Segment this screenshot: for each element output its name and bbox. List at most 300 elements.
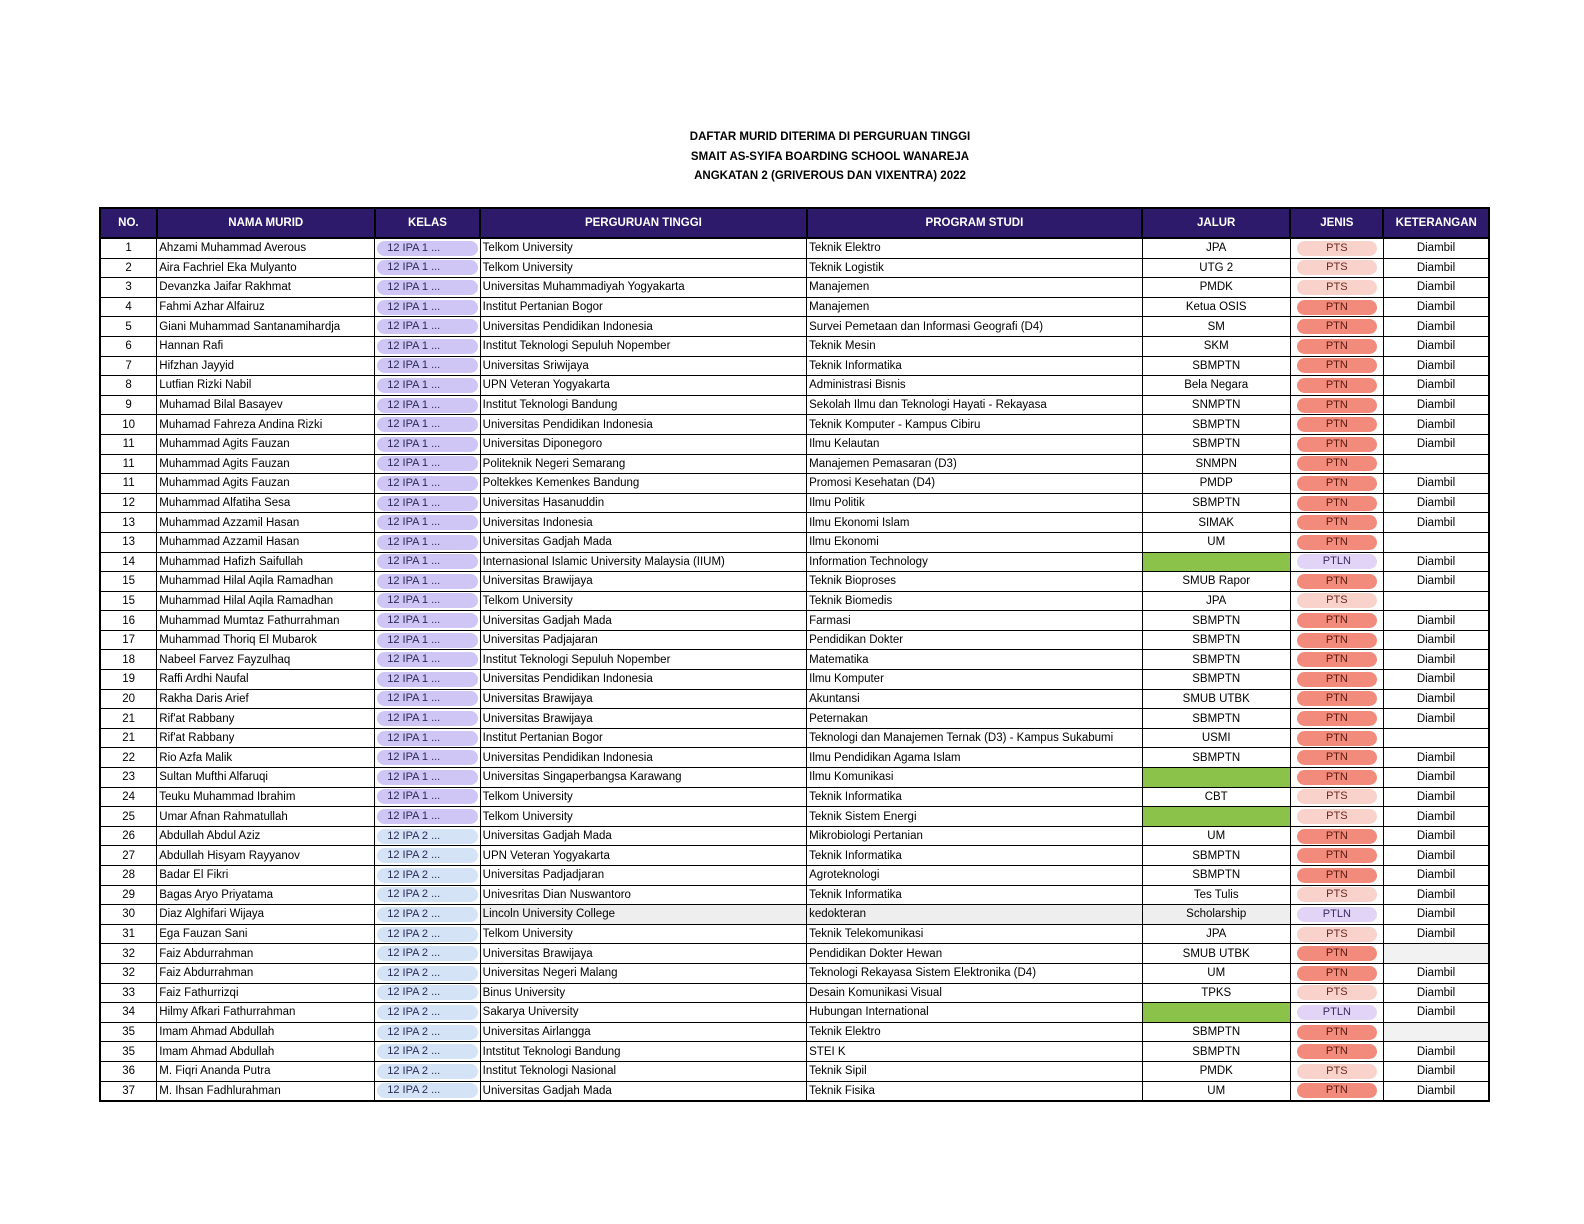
- cell-jenis[interactable]: [1290, 591, 1383, 611]
- cell-pt[interactable]: Telkom University: [480, 258, 806, 278]
- cell-prodi[interactable]: STEI K: [807, 1042, 1143, 1062]
- cell-nama[interactable]: Muhammad Agits Fauzan: [157, 454, 375, 474]
- cell-no[interactable]: 4: [100, 297, 157, 317]
- cell-ket[interactable]: Diambil: [1383, 963, 1489, 983]
- cell-prodi[interactable]: Ilmu Ekonomi: [807, 532, 1143, 552]
- cell-prodi[interactable]: Ilmu Komputer: [807, 670, 1143, 690]
- kelas-chip[interactable]: 12 IPA 1 ...: [377, 339, 477, 354]
- cell-jalur[interactable]: UM: [1142, 826, 1290, 846]
- cell-jalur[interactable]: SIMAK: [1142, 513, 1290, 533]
- cell-prodi[interactable]: Teknik Sistem Energi: [807, 807, 1143, 827]
- cell-kelas[interactable]: [375, 630, 480, 650]
- cell-ket[interactable]: Diambil: [1383, 670, 1489, 690]
- cell-kelas[interactable]: [375, 983, 480, 1003]
- jenis-chip[interactable]: PTN: [1297, 535, 1377, 550]
- jenis-chip[interactable]: PTN: [1297, 1025, 1377, 1040]
- cell-jenis[interactable]: [1290, 532, 1383, 552]
- cell-ket[interactable]: Diambil: [1383, 238, 1489, 258]
- header-nama[interactable]: NAMA MURID: [157, 208, 375, 238]
- cell-kelas[interactable]: [375, 552, 480, 572]
- cell-prodi[interactable]: Peternakan: [807, 709, 1143, 729]
- cell-kelas[interactable]: [375, 415, 480, 435]
- kelas-chip[interactable]: 12 IPA 1 ...: [377, 398, 477, 413]
- cell-nama[interactable]: Rakha Daris Arief: [157, 689, 375, 709]
- cell-ket[interactable]: Diambil: [1383, 513, 1489, 533]
- cell-ket[interactable]: Diambil: [1383, 395, 1489, 415]
- header-ket[interactable]: KETERANGAN: [1383, 208, 1489, 238]
- cell-kelas[interactable]: [375, 807, 480, 827]
- cell-jenis[interactable]: [1290, 454, 1383, 474]
- cell-nama[interactable]: Muhammad Hafizh Saifullah: [157, 552, 375, 572]
- cell-no[interactable]: 6: [100, 336, 157, 356]
- cell-pt[interactable]: Intstitut Teknologi Bandung: [480, 1042, 806, 1062]
- jenis-chip[interactable]: PTS: [1297, 985, 1377, 1000]
- cell-ket[interactable]: Diambil: [1383, 317, 1489, 337]
- cell-no[interactable]: 7: [100, 356, 157, 376]
- cell-pt[interactable]: Universitas Negeri Malang: [480, 963, 806, 983]
- cell-pt[interactable]: Internasional Islamic University Malaysia (IIUM): [480, 552, 806, 572]
- kelas-chip[interactable]: 12 IPA 2 ...: [377, 1064, 477, 1079]
- jenis-chip[interactable]: PTN: [1297, 691, 1377, 706]
- cell-kelas[interactable]: [375, 1042, 480, 1062]
- cell-no[interactable]: 22: [100, 748, 157, 768]
- cell-no[interactable]: 17: [100, 630, 157, 650]
- jenis-chip[interactable]: PTN: [1297, 731, 1377, 746]
- jenis-chip[interactable]: PTN: [1297, 1083, 1377, 1098]
- cell-pt[interactable]: Institut Teknologi Sepuluh Nopember: [480, 336, 806, 356]
- jenis-chip[interactable]: PTN: [1297, 946, 1377, 961]
- jenis-chip[interactable]: PTLN: [1297, 554, 1377, 569]
- cell-nama[interactable]: Rif'at Rabbany: [157, 728, 375, 748]
- cell-no[interactable]: 24: [100, 787, 157, 807]
- cell-pt[interactable]: Universitas Singaperbangsa Karawang: [480, 768, 806, 788]
- cell-pt[interactable]: Telkom University: [480, 238, 806, 258]
- cell-jenis[interactable]: [1290, 689, 1383, 709]
- cell-nama[interactable]: Teuku Muhammad Ibrahim: [157, 787, 375, 807]
- cell-ket[interactable]: Diambil: [1383, 376, 1489, 396]
- cell-prodi[interactable]: Teknik Fisika: [807, 1081, 1143, 1101]
- cell-prodi[interactable]: Teknik Bioproses: [807, 572, 1143, 592]
- cell-nama[interactable]: Abdullah Abdul Aziz: [157, 826, 375, 846]
- cell-no[interactable]: 21: [100, 709, 157, 729]
- cell-nama[interactable]: Devanzka Jaifar Rakhmat: [157, 278, 375, 298]
- cell-ket[interactable]: Diambil: [1383, 336, 1489, 356]
- cell-jenis[interactable]: [1290, 317, 1383, 337]
- cell-ket[interactable]: Diambil: [1383, 866, 1489, 886]
- cell-jalur[interactable]: SBMPTN: [1142, 415, 1290, 435]
- cell-kelas[interactable]: [375, 474, 480, 494]
- cell-jenis[interactable]: [1290, 238, 1383, 258]
- cell-pt[interactable]: Institut Teknologi Sepuluh Nopember: [480, 650, 806, 670]
- cell-jenis[interactable]: [1290, 278, 1383, 298]
- cell-jalur[interactable]: SBMPTN: [1142, 670, 1290, 690]
- jenis-chip[interactable]: PTS: [1297, 593, 1377, 608]
- cell-kelas[interactable]: [375, 709, 480, 729]
- cell-prodi[interactable]: Teknologi dan Manajemen Ternak (D3) - Kampus Sukabumi: [807, 728, 1143, 748]
- cell-prodi[interactable]: Manajemen: [807, 297, 1143, 317]
- cell-kelas[interactable]: [375, 532, 480, 552]
- cell-ket[interactable]: [1383, 532, 1489, 552]
- cell-jenis[interactable]: [1290, 905, 1383, 925]
- cell-no[interactable]: 9: [100, 395, 157, 415]
- cell-jenis[interactable]: [1290, 1081, 1383, 1101]
- cell-pt[interactable]: Universitas Muhammadiyah Yogyakarta: [480, 278, 806, 298]
- kelas-chip[interactable]: 12 IPA 1 ...: [377, 378, 477, 393]
- cell-pt[interactable]: Telkom University: [480, 807, 806, 827]
- kelas-chip[interactable]: 12 IPA 2 ...: [377, 946, 477, 961]
- kelas-chip[interactable]: 12 IPA 1 ...: [377, 515, 477, 530]
- header-pt[interactable]: PERGURUAN TINGGI: [480, 208, 806, 238]
- jenis-chip[interactable]: PTN: [1297, 613, 1377, 628]
- cell-prodi[interactable]: Ilmu Komunikasi: [807, 768, 1143, 788]
- cell-nama[interactable]: Hilmy Afkari Fathurrahman: [157, 1003, 375, 1023]
- kelas-chip[interactable]: 12 IPA 2 ...: [377, 966, 477, 981]
- jenis-chip[interactable]: PTN: [1297, 358, 1377, 373]
- cell-kelas[interactable]: [375, 297, 480, 317]
- cell-pt[interactable]: Universitas Pendidikan Indonesia: [480, 748, 806, 768]
- cell-jenis[interactable]: [1290, 415, 1383, 435]
- kelas-chip[interactable]: 12 IPA 1 ...: [377, 593, 477, 608]
- cell-prodi[interactable]: Teknik Informatika: [807, 356, 1143, 376]
- cell-jalur[interactable]: UTG 2: [1142, 258, 1290, 278]
- cell-no[interactable]: 21: [100, 728, 157, 748]
- cell-ket[interactable]: Diambil: [1383, 297, 1489, 317]
- cell-ket[interactable]: Diambil: [1383, 709, 1489, 729]
- cell-jenis[interactable]: [1290, 336, 1383, 356]
- cell-kelas[interactable]: [375, 650, 480, 670]
- header-jalur[interactable]: JALUR: [1142, 208, 1290, 238]
- cell-prodi[interactable]: Teknik Informatika: [807, 787, 1143, 807]
- cell-kelas[interactable]: [375, 885, 480, 905]
- cell-pt[interactable]: Universitas Sriwijaya: [480, 356, 806, 376]
- kelas-chip[interactable]: 12 IPA 1 ...: [377, 476, 477, 491]
- cell-jalur[interactable]: JPA: [1142, 591, 1290, 611]
- cell-jalur[interactable]: PMDP: [1142, 474, 1290, 494]
- cell-jalur[interactable]: SBMPTN: [1142, 846, 1290, 866]
- cell-jalur[interactable]: SBMPTN: [1142, 356, 1290, 376]
- cell-prodi[interactable]: Teknik Logistik: [807, 258, 1143, 278]
- kelas-chip[interactable]: 12 IPA 2 ...: [377, 1083, 477, 1098]
- cell-kelas[interactable]: [375, 336, 480, 356]
- cell-no[interactable]: 11: [100, 434, 157, 454]
- cell-ket[interactable]: Diambil: [1383, 689, 1489, 709]
- cell-pt[interactable]: Universitas Brawijaya: [480, 572, 806, 592]
- kelas-chip[interactable]: 12 IPA 1 ...: [377, 770, 477, 785]
- jenis-chip[interactable]: PTN: [1297, 1044, 1377, 1059]
- cell-prodi[interactable]: kedokteran: [807, 905, 1143, 925]
- cell-prodi[interactable]: Teknik Informatika: [807, 885, 1143, 905]
- cell-jenis[interactable]: [1290, 885, 1383, 905]
- kelas-chip[interactable]: 12 IPA 1 ...: [377, 535, 477, 550]
- cell-jenis[interactable]: [1290, 768, 1383, 788]
- cell-kelas[interactable]: [375, 826, 480, 846]
- cell-nama[interactable]: Raffi Ardhi Naufal: [157, 670, 375, 690]
- cell-kelas[interactable]: [375, 493, 480, 513]
- cell-jenis[interactable]: [1290, 552, 1383, 572]
- cell-pt[interactable]: UPN Veteran Yogyakarta: [480, 846, 806, 866]
- kelas-chip[interactable]: 12 IPA 1 ...: [377, 691, 477, 706]
- cell-pt[interactable]: Universitas Padjajaran: [480, 630, 806, 650]
- cell-pt[interactable]: Politeknik Negeri Semarang: [480, 454, 806, 474]
- cell-no[interactable]: 37: [100, 1081, 157, 1101]
- cell-kelas[interactable]: [375, 670, 480, 690]
- cell-nama[interactable]: Faiz Abdurrahman: [157, 963, 375, 983]
- kelas-chip[interactable]: 12 IPA 1 ...: [377, 241, 477, 256]
- kelas-chip[interactable]: 12 IPA 2 ...: [377, 907, 477, 922]
- kelas-chip[interactable]: 12 IPA 1 ...: [377, 731, 477, 746]
- cell-kelas[interactable]: [375, 434, 480, 454]
- cell-ket[interactable]: [1383, 454, 1489, 474]
- cell-pt[interactable]: Lincoln University College: [480, 905, 806, 925]
- cell-kelas[interactable]: [375, 258, 480, 278]
- cell-jalur[interactable]: SBMPTN: [1142, 650, 1290, 670]
- jenis-chip[interactable]: PTS: [1297, 241, 1377, 256]
- cell-no[interactable]: 1: [100, 238, 157, 258]
- cell-ket[interactable]: [1383, 1022, 1489, 1042]
- jenis-chip[interactable]: PTN: [1297, 966, 1377, 981]
- cell-jenis[interactable]: [1290, 650, 1383, 670]
- cell-jenis[interactable]: [1290, 728, 1383, 748]
- cell-ket[interactable]: [1383, 728, 1489, 748]
- cell-no[interactable]: 31: [100, 924, 157, 944]
- jenis-chip[interactable]: PTN: [1297, 829, 1377, 844]
- cell-no[interactable]: 36: [100, 1061, 157, 1081]
- cell-jenis[interactable]: [1290, 846, 1383, 866]
- cell-nama[interactable]: Imam Ahmad Abdullah: [157, 1042, 375, 1062]
- jenis-chip[interactable]: PTN: [1297, 417, 1377, 432]
- cell-ket[interactable]: Diambil: [1383, 474, 1489, 494]
- kelas-chip[interactable]: 12 IPA 1 ...: [377, 358, 477, 373]
- cell-jalur[interactable]: SBMPTN: [1142, 493, 1290, 513]
- header-no[interactable]: NO.: [100, 208, 157, 238]
- cell-no[interactable]: 23: [100, 768, 157, 788]
- cell-jalur[interactable]: SNMPTN: [1142, 395, 1290, 415]
- cell-pt[interactable]: Institut Teknologi Nasional: [480, 1061, 806, 1081]
- kelas-chip[interactable]: 12 IPA 1 ...: [377, 711, 477, 726]
- cell-pt[interactable]: Universitas Gadjah Mada: [480, 1081, 806, 1101]
- cell-pt[interactable]: Universitas Pendidikan Indonesia: [480, 415, 806, 435]
- cell-nama[interactable]: Imam Ahmad Abdullah: [157, 1022, 375, 1042]
- cell-jalur[interactable]: SMUB Rapor: [1142, 572, 1290, 592]
- cell-no[interactable]: 12: [100, 493, 157, 513]
- cell-ket[interactable]: [1383, 591, 1489, 611]
- cell-prodi[interactable]: Teknik Telekomunikasi: [807, 924, 1143, 944]
- cell-jenis[interactable]: [1290, 434, 1383, 454]
- cell-pt[interactable]: Universitas Pendidikan Indonesia: [480, 317, 806, 337]
- jenis-chip[interactable]: PTS: [1297, 280, 1377, 295]
- cell-prodi[interactable]: Teknik Elektro: [807, 238, 1143, 258]
- cell-ket[interactable]: Diambil: [1383, 924, 1489, 944]
- cell-prodi[interactable]: Sekolah Ilmu dan Teknologi Hayati - Rekayasa: [807, 395, 1143, 415]
- cell-kelas[interactable]: [375, 1003, 480, 1023]
- cell-prodi[interactable]: Pendidikan Dokter: [807, 630, 1143, 650]
- cell-nama[interactable]: Abdullah Hisyam Rayyanov: [157, 846, 375, 866]
- cell-ket[interactable]: Diambil: [1383, 787, 1489, 807]
- cell-kelas[interactable]: [375, 238, 480, 258]
- cell-jenis[interactable]: [1290, 376, 1383, 396]
- jenis-chip[interactable]: PTN: [1297, 711, 1377, 726]
- cell-pt[interactable]: Telkom University: [480, 787, 806, 807]
- cell-ket[interactable]: [1383, 944, 1489, 964]
- cell-pt[interactable]: Universitas Brawijaya: [480, 709, 806, 729]
- cell-jalur[interactable]: SBMPTN: [1142, 1022, 1290, 1042]
- kelas-chip[interactable]: 12 IPA 1 ...: [377, 633, 477, 648]
- jenis-chip[interactable]: PTS: [1297, 927, 1377, 942]
- cell-ket[interactable]: Diambil: [1383, 258, 1489, 278]
- cell-nama[interactable]: Muhamad Bilal Basayev: [157, 395, 375, 415]
- kelas-chip[interactable]: 12 IPA 1 ...: [377, 809, 477, 824]
- cell-jalur[interactable]: SBMPTN: [1142, 866, 1290, 886]
- jenis-chip[interactable]: PTN: [1297, 456, 1377, 471]
- cell-kelas[interactable]: [375, 924, 480, 944]
- cell-kelas[interactable]: [375, 317, 480, 337]
- jenis-chip[interactable]: PTN: [1297, 770, 1377, 785]
- cell-ket[interactable]: Diambil: [1383, 983, 1489, 1003]
- cell-ket[interactable]: Diambil: [1383, 807, 1489, 827]
- cell-pt[interactable]: Universitas Indonesia: [480, 513, 806, 533]
- jenis-chip[interactable]: PTS: [1297, 1064, 1377, 1079]
- cell-nama[interactable]: Ega Fauzan Sani: [157, 924, 375, 944]
- kelas-chip[interactable]: 12 IPA 1 ...: [377, 417, 477, 432]
- cell-kelas[interactable]: [375, 944, 480, 964]
- cell-jalur[interactable]: USMI: [1142, 728, 1290, 748]
- cell-ket[interactable]: Diambil: [1383, 748, 1489, 768]
- cell-ket[interactable]: Diambil: [1383, 630, 1489, 650]
- cell-prodi[interactable]: Administrasi Bisnis: [807, 376, 1143, 396]
- cell-prodi[interactable]: Desain Komunikasi Visual: [807, 983, 1143, 1003]
- cell-prodi[interactable]: Hubungan International: [807, 1003, 1143, 1023]
- cell-nama[interactable]: Lutfian Rizki Nabil: [157, 376, 375, 396]
- cell-kelas[interactable]: [375, 846, 480, 866]
- kelas-chip[interactable]: 12 IPA 2 ...: [377, 829, 477, 844]
- cell-jenis[interactable]: [1290, 924, 1383, 944]
- cell-prodi[interactable]: Survei Pemetaan dan Informasi Geografi (D4): [807, 317, 1143, 337]
- cell-jalur[interactable]: PMDK: [1142, 1061, 1290, 1081]
- cell-jenis[interactable]: [1290, 709, 1383, 729]
- jenis-chip[interactable]: PTN: [1297, 339, 1377, 354]
- cell-no[interactable]: 14: [100, 552, 157, 572]
- cell-jalur[interactable]: CBT: [1142, 787, 1290, 807]
- cell-pt[interactable]: Institut Pertanian Bogor: [480, 297, 806, 317]
- cell-jalur[interactable]: SBMPTN: [1142, 611, 1290, 631]
- cell-pt[interactable]: Sakarya University: [480, 1003, 806, 1023]
- cell-jalur[interactable]: Scholarship: [1142, 905, 1290, 925]
- cell-nama[interactable]: Muhammad Thoriq El Mubarok: [157, 630, 375, 650]
- cell-prodi[interactable]: Information Technology: [807, 552, 1143, 572]
- cell-prodi[interactable]: Teknik Sipil: [807, 1061, 1143, 1081]
- cell-no[interactable]: 5: [100, 317, 157, 337]
- cell-ket[interactable]: Diambil: [1383, 493, 1489, 513]
- cell-jenis[interactable]: [1290, 1022, 1383, 1042]
- kelas-chip[interactable]: 12 IPA 1 ...: [377, 652, 477, 667]
- cell-no[interactable]: 15: [100, 572, 157, 592]
- cell-jalur[interactable]: SKM: [1142, 336, 1290, 356]
- kelas-chip[interactable]: 12 IPA 1 ...: [377, 496, 477, 511]
- cell-jenis[interactable]: [1290, 297, 1383, 317]
- cell-prodi[interactable]: Matematika: [807, 650, 1143, 670]
- cell-jalur[interactable]: SBMPTN: [1142, 748, 1290, 768]
- cell-no[interactable]: 32: [100, 963, 157, 983]
- cell-jenis[interactable]: [1290, 493, 1383, 513]
- cell-pt[interactable]: UPN Veteran Yogyakarta: [480, 376, 806, 396]
- kelas-chip[interactable]: 12 IPA 2 ...: [377, 848, 477, 863]
- cell-jalur[interactable]: Bela Negara: [1142, 376, 1290, 396]
- cell-pt[interactable]: Universitas Diponegoro: [480, 434, 806, 454]
- cell-prodi[interactable]: Farmasi: [807, 611, 1143, 631]
- cell-no[interactable]: 3: [100, 278, 157, 298]
- cell-jenis[interactable]: [1290, 572, 1383, 592]
- jenis-chip[interactable]: PTN: [1297, 515, 1377, 530]
- cell-nama[interactable]: Ahzami Muhammad Averous: [157, 238, 375, 258]
- kelas-chip[interactable]: 12 IPA 1 ...: [377, 280, 477, 295]
- cell-kelas[interactable]: [375, 728, 480, 748]
- cell-jenis[interactable]: [1290, 826, 1383, 846]
- cell-nama[interactable]: Muhammad Hilal Aqila Ramadhan: [157, 591, 375, 611]
- cell-jenis[interactable]: [1290, 258, 1383, 278]
- cell-prodi[interactable]: Pendidikan Dokter Hewan: [807, 944, 1143, 964]
- jenis-chip[interactable]: PTN: [1297, 378, 1377, 393]
- jenis-chip[interactable]: PTS: [1297, 887, 1377, 902]
- cell-kelas[interactable]: [375, 866, 480, 886]
- cell-kelas[interactable]: [375, 787, 480, 807]
- cell-kelas[interactable]: [375, 963, 480, 983]
- cell-jalur[interactable]: SBMPTN: [1142, 1042, 1290, 1062]
- cell-prodi[interactable]: Teknik Informatika: [807, 846, 1143, 866]
- cell-nama[interactable]: Faiz Fathurrizqi: [157, 983, 375, 1003]
- header-jenis[interactable]: JENIS: [1290, 208, 1383, 238]
- cell-kelas[interactable]: [375, 1061, 480, 1081]
- cell-no[interactable]: 34: [100, 1003, 157, 1023]
- cell-pt[interactable]: Universitas Airlangga: [480, 1022, 806, 1042]
- cell-prodi[interactable]: Ilmu Ekonomi Islam: [807, 513, 1143, 533]
- jenis-chip[interactable]: PTLN: [1297, 907, 1377, 922]
- jenis-chip[interactable]: PTN: [1297, 496, 1377, 511]
- cell-pt[interactable]: Universitas Gadjah Mada: [480, 532, 806, 552]
- cell-ket[interactable]: Diambil: [1383, 356, 1489, 376]
- cell-no[interactable]: 28: [100, 866, 157, 886]
- cell-no[interactable]: 15: [100, 591, 157, 611]
- cell-nama[interactable]: Diaz Alghifari Wijaya: [157, 905, 375, 925]
- header-prodi[interactable]: PROGRAM STUDI: [807, 208, 1143, 238]
- cell-ket[interactable]: Diambil: [1383, 826, 1489, 846]
- cell-prodi[interactable]: Mikrobiologi Pertanian: [807, 826, 1143, 846]
- cell-kelas[interactable]: [375, 356, 480, 376]
- cell-no[interactable]: 16: [100, 611, 157, 631]
- cell-jenis[interactable]: [1290, 1061, 1383, 1081]
- cell-nama[interactable]: Aira Fachriel Eka Mulyanto: [157, 258, 375, 278]
- cell-prodi[interactable]: Manajemen: [807, 278, 1143, 298]
- cell-prodi[interactable]: Teknologi Rekayasa Sistem Elektronika (D4): [807, 963, 1143, 983]
- cell-ket[interactable]: Diambil: [1383, 768, 1489, 788]
- jenis-chip[interactable]: PTN: [1297, 300, 1377, 315]
- kelas-chip[interactable]: 12 IPA 2 ...: [377, 985, 477, 1000]
- cell-kelas[interactable]: [375, 1022, 480, 1042]
- kelas-chip[interactable]: 12 IPA 2 ...: [377, 927, 477, 942]
- kelas-chip[interactable]: 12 IPA 1 ...: [377, 613, 477, 628]
- cell-ket[interactable]: Diambil: [1383, 905, 1489, 925]
- cell-kelas[interactable]: [375, 768, 480, 788]
- cell-nama[interactable]: Muhammad Hilal Aqila Ramadhan: [157, 572, 375, 592]
- cell-kelas[interactable]: [375, 689, 480, 709]
- cell-jalur[interactable]: SBMPTN: [1142, 630, 1290, 650]
- cell-jenis[interactable]: [1290, 630, 1383, 650]
- cell-jalur[interactable]: [1142, 552, 1290, 572]
- cell-nama[interactable]: Muhammad Azzamil Hasan: [157, 513, 375, 533]
- jenis-chip[interactable]: PTN: [1297, 652, 1377, 667]
- cell-prodi[interactable]: Akuntansi: [807, 689, 1143, 709]
- jenis-chip[interactable]: PTN: [1297, 633, 1377, 648]
- cell-ket[interactable]: Diambil: [1383, 1003, 1489, 1023]
